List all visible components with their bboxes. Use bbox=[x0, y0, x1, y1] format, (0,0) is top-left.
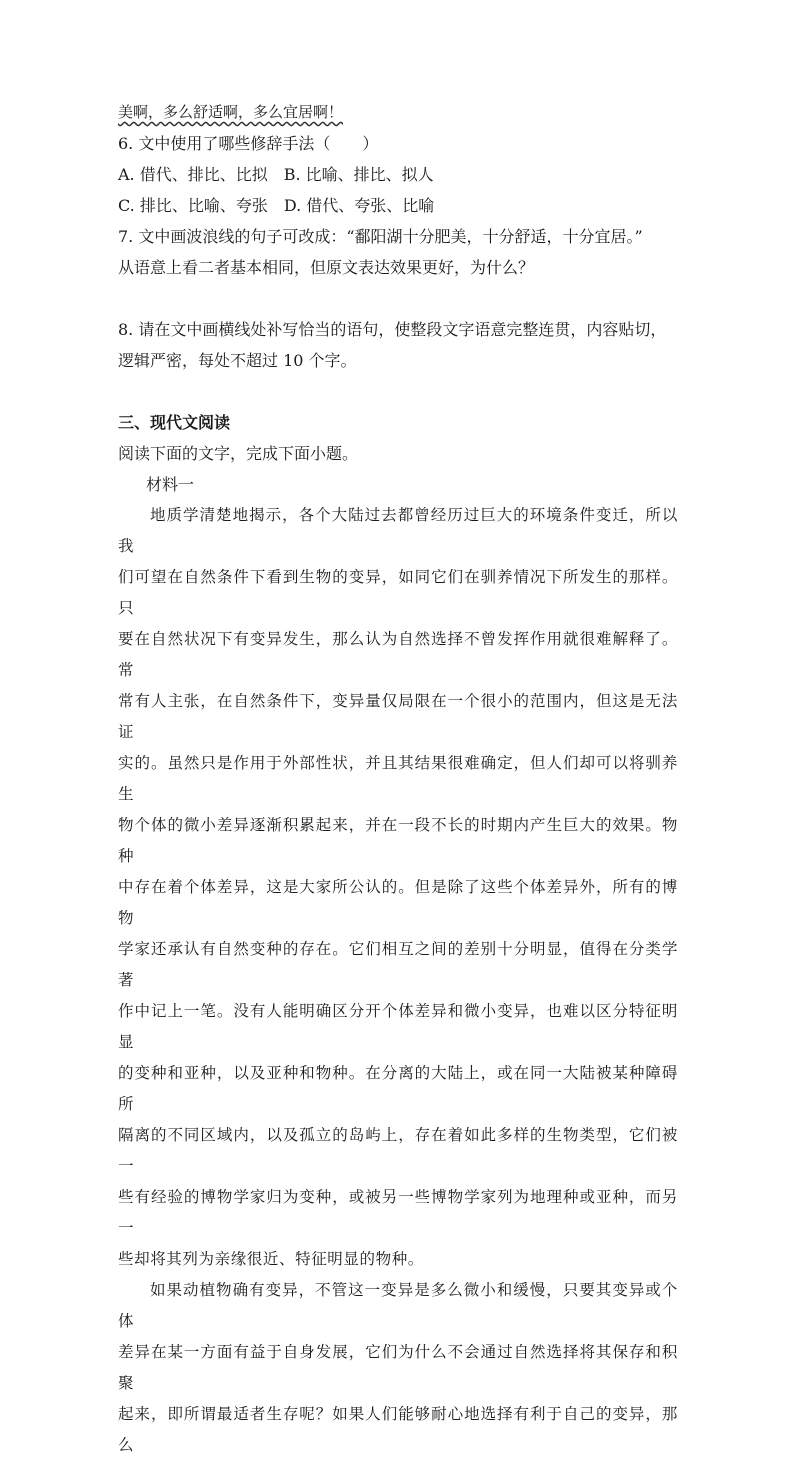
section-instruction: 阅读下面的文字，完成下面小题。 bbox=[118, 444, 359, 463]
paragraph-line: 作中记上一笔。没有人能明确区分开个体差异和微小变异，也难以区分特征明显 bbox=[118, 1002, 678, 1051]
question-6-options-ab: A. 借代、排比、比拟 B. 比喻、排比、拟人 bbox=[118, 165, 434, 184]
paragraph-line: 常有人主张，在自然条件下，变异量仅局限在一个很小的范围内，但这是无法证 bbox=[118, 692, 678, 741]
paragraph-line: 实的。虽然只是作用于外部性状，并且其结果很难确定，但人们却可以将驯养生 bbox=[118, 754, 678, 803]
question-6-options-cd: C. 排比、比喻、夸张 D. 借代、夸张、比喻 bbox=[118, 196, 435, 215]
question-8-line-2: 逻辑严密，每处不超过 10 个字。 bbox=[118, 351, 357, 370]
paragraph-line: 地质学清楚地揭示，各个大陆过去都曾经历过巨大的环境条件变迁，所以我 bbox=[118, 506, 678, 555]
question-8-line-1: 8. 请在文中画横线处补写恰当的语句，使整段文字语意完整连贯，内容贴切， bbox=[118, 320, 667, 339]
material-label: 材料一 bbox=[146, 475, 195, 494]
paragraph-line: 要在自然状况下有变异发生，那么认为自然选择不曾发挥作用就很难解释了。常 bbox=[118, 630, 678, 679]
paragraph-line: 些却将其列为亲缘很近、特征明显的物种。 bbox=[118, 1250, 424, 1268]
paragraph-line: 隔离的不同区域内，以及孤立的岛屿上，存在着如此多样的生物类型，它们被一 bbox=[118, 1126, 678, 1175]
wavy-underlined-sentence: 美啊，多么舒适啊，多么宜居啊！ bbox=[118, 103, 344, 121]
paragraph-line: 的变种和亚种，以及亚种和物种。在分离的大陆上，或在同一大陆被某种障碍所 bbox=[118, 1064, 678, 1113]
question-7-line-2: 从语意上看二者基本相同，但原文表达效果更好，为什么？ bbox=[118, 258, 535, 277]
section-spacer bbox=[118, 376, 678, 407]
paragraph-line: 物个体的微小差异逐渐积累起来，并在一段不长的时期内产生巨大的效果。物种 bbox=[118, 816, 678, 865]
passage-fragment bbox=[118, 96, 678, 128]
question-7-line-1: 7. 文中画波浪线的句子可改成：“鄱阳湖十分肥美，十分舒适，十分宜居。” bbox=[118, 227, 643, 246]
document-page bbox=[118, 96, 678, 1461]
paragraph-line: 中存在着个体差异，这是大家所公认的。但是除了这些个体差异外，所有的博物 bbox=[118, 878, 678, 927]
material-paragraph-1 bbox=[118, 500, 678, 1275]
paragraph-line: 学家还承认有自然变种的存在。它们相互之间的差别十分明显，值得在分类学著 bbox=[118, 940, 678, 989]
paragraph-line: 如果动植物确有变异，不管这一变异是多么微小和缓慢，只要其变异或个体 bbox=[118, 1281, 678, 1330]
paragraph-line: 起来，即所谓最适者生存呢？如果人们能够耐心地选择有利于自己的变异，那么 bbox=[118, 1405, 678, 1454]
paragraph-line: 些有经验的博物学家归为变种，或被另一些博物学家列为地理种或亚种，而另一 bbox=[118, 1188, 678, 1237]
paragraph-line: 们可望在自然条件下看到生物的变异，如同它们在驯养情况下所发生的那样。只 bbox=[118, 568, 678, 617]
section-heading: 三、现代文阅读 bbox=[118, 413, 231, 432]
answer-space bbox=[118, 283, 678, 314]
question-6-stem: 6. 文中使用了哪些修辞手法（ ） bbox=[118, 134, 379, 153]
material-paragraph-2 bbox=[118, 1275, 678, 1461]
paragraph-line: 差异在某一方面有益于自身发展，它们为什么不会通过自然选择将其保存和积聚 bbox=[118, 1343, 678, 1392]
